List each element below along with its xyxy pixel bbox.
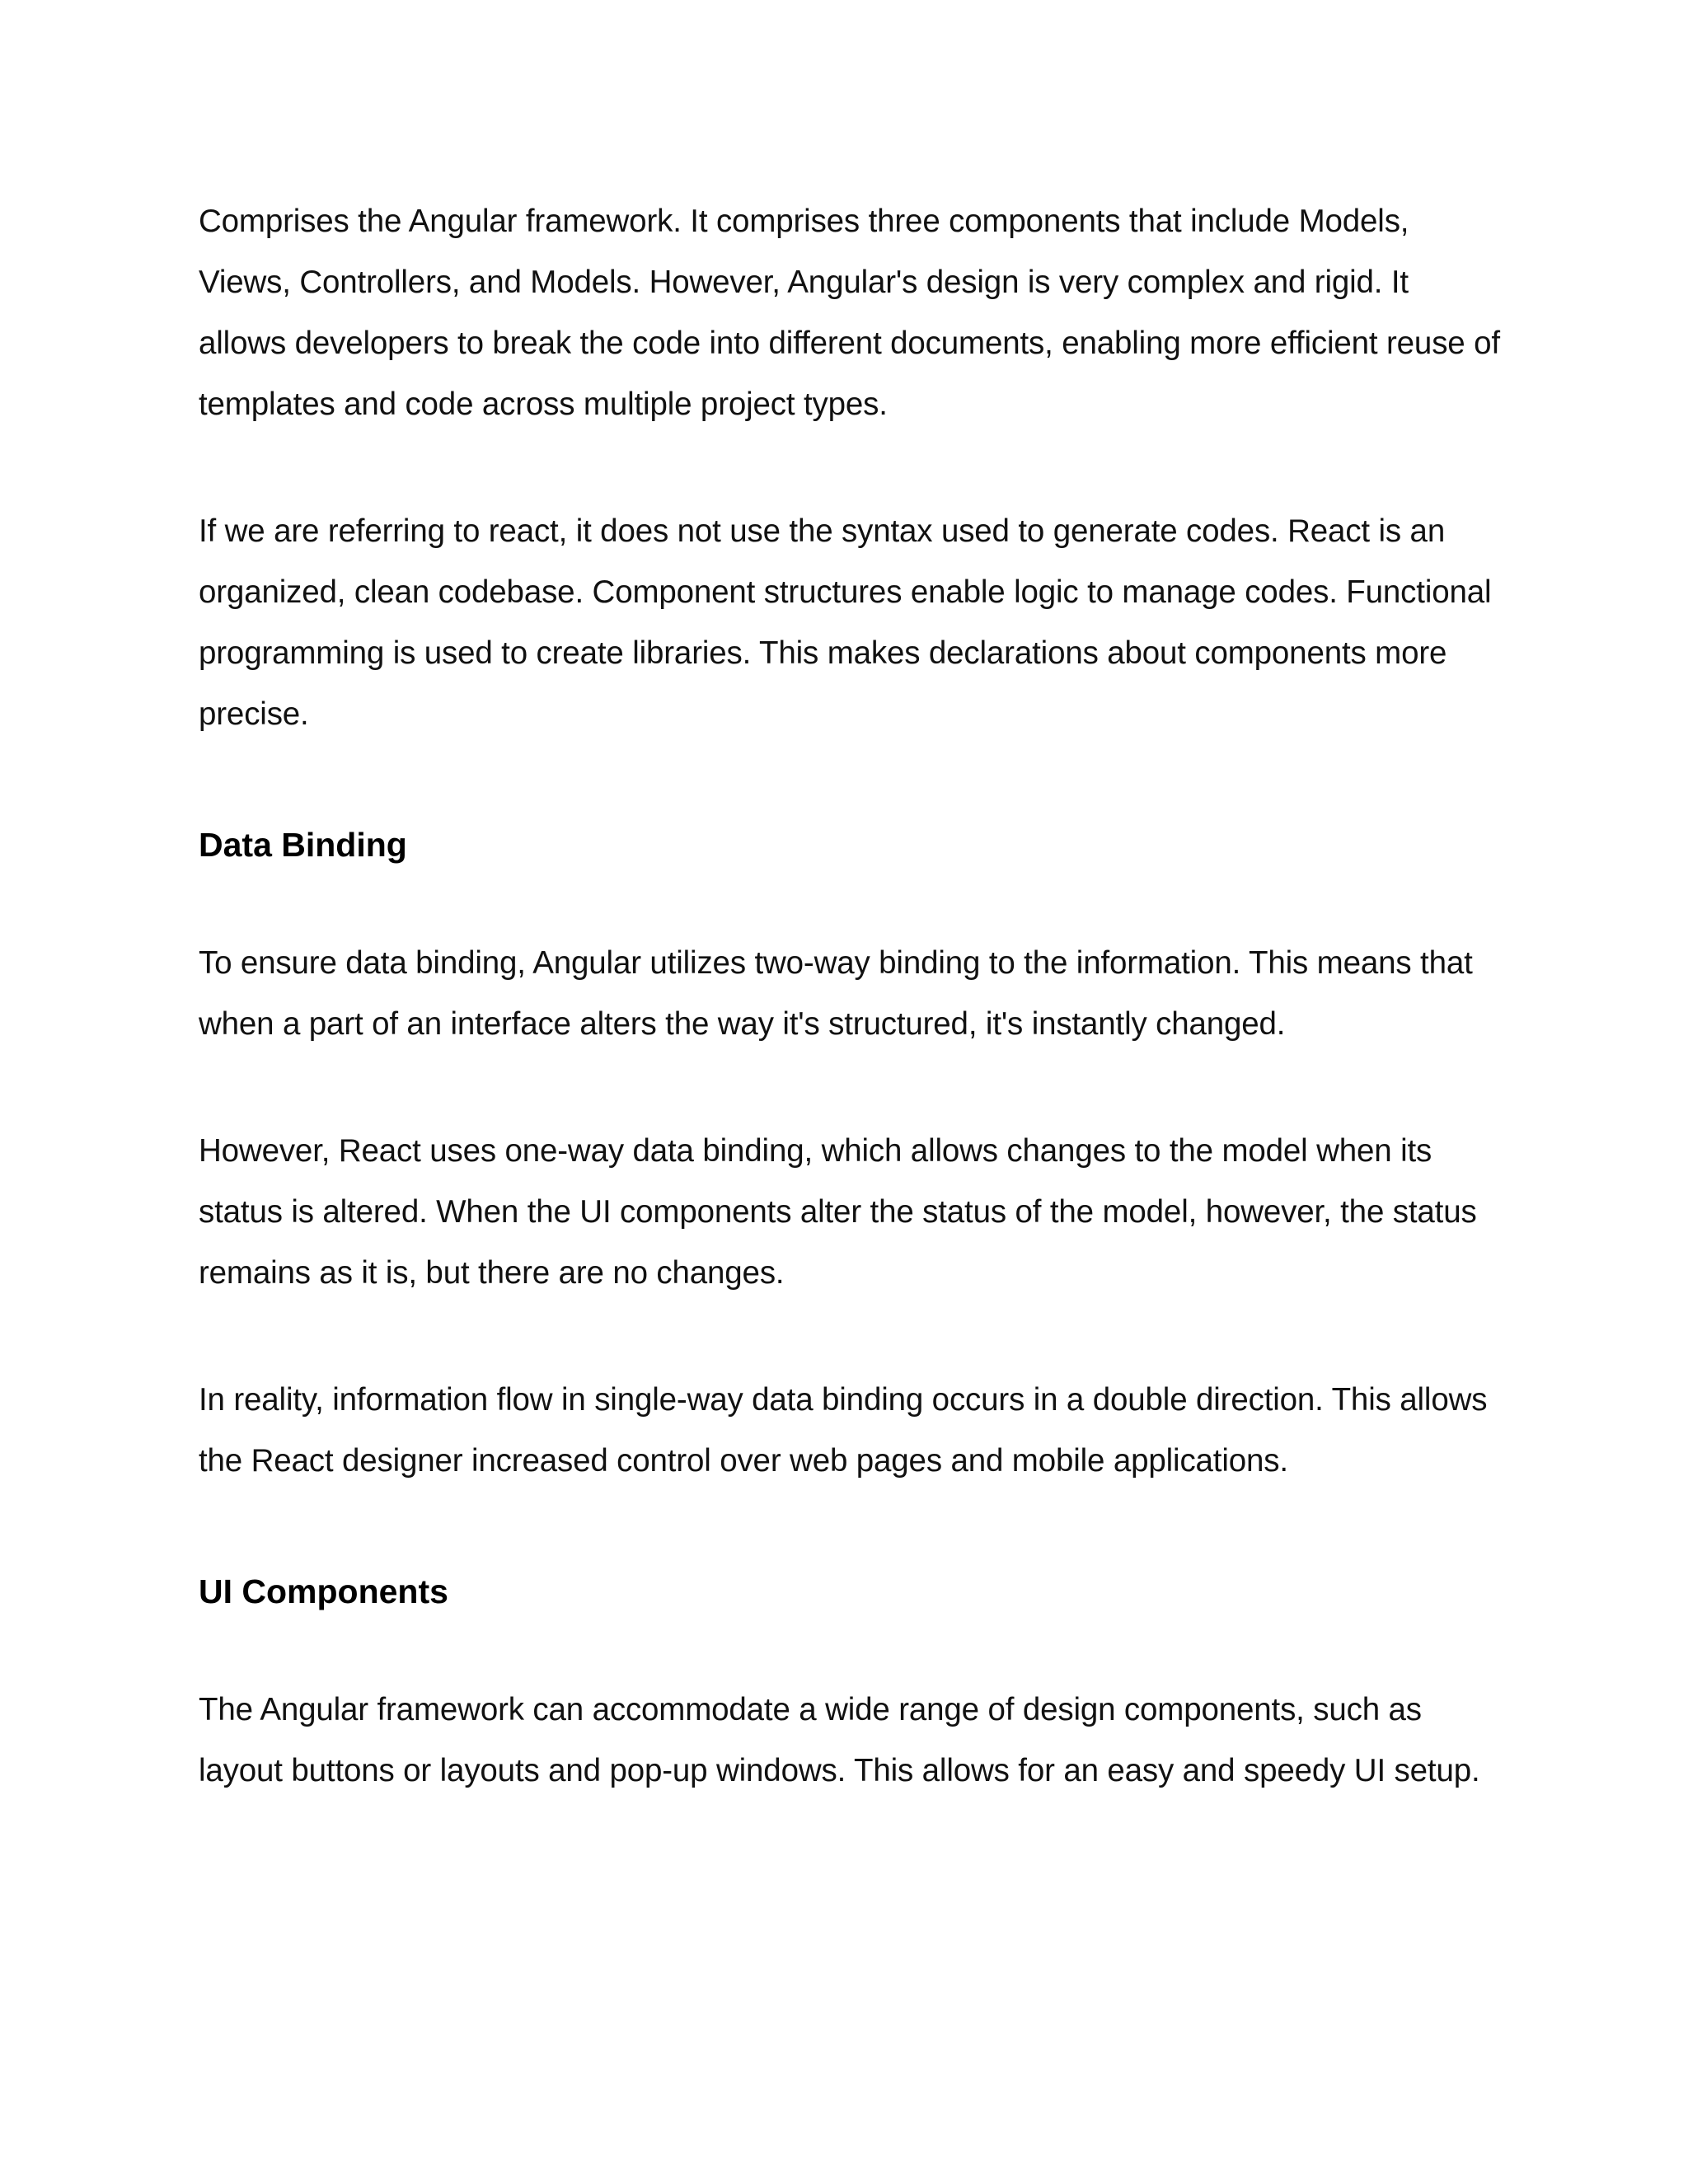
heading-data-binding: Data Binding — [199, 826, 407, 864]
heading-ui-components: UI Components — [199, 1572, 448, 1610]
document-page — [199, 191, 1501, 1802]
paragraph-angular-binding: To ensure data binding, Angular utilizes two-way binding to the information. This means that when a part of an interface alters the way it's structured, it's instantly changed. — [199, 945, 1473, 1042]
paragraph-information-flow: In reality, information flow in single-way data binding occurs in a double direction. This allows the React designer increased control over web pages and mobile applications. — [199, 1382, 1488, 1479]
paragraph-angular-ui-components: The Angular framework can accommodate a wide range of design components, such as layout buttons or layouts and pop-up windows. This allows for an easy and speedy UI setup. — [199, 1692, 1480, 1788]
paragraph-react-one-way-binding: However, React uses one-way data binding, which allows changes to the model when its status is altered. When the UI components alter the status of the model, however, the status remains as it is, but there are no changes. — [199, 1133, 1477, 1291]
paragraph-angular-framework: Comprises the Angular framework. It comprises three components that include Models, Views, Controllers, and Models. However, Angular's design is very complex and rigid. It allows developers to break the code into different documents, enabling more efficient reuse of templates and code across multiple project types. — [199, 204, 1500, 422]
paragraph-react-syntax: If we are referring to react, it does not use the syntax used to generate codes. React is an organized, clean codebase. Component structures enable logic to manage codes. Functional programming is used to create libraries. This makes declarations about components more precise. — [199, 513, 1492, 732]
